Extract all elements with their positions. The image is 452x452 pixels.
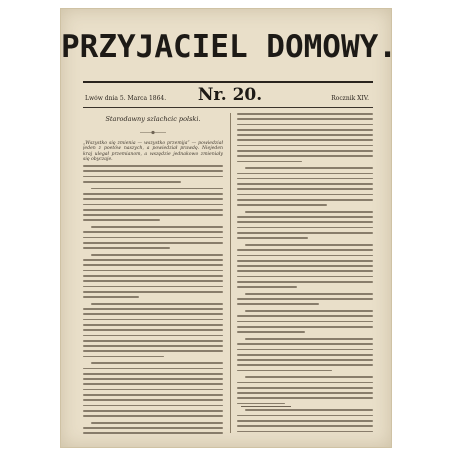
footnote-rule — [241, 406, 291, 407]
volume-label: Rocznik XIV. — [331, 95, 369, 102]
dateline: Lwów dnia 5. Marca 1864. — [85, 95, 167, 102]
column-left — [83, 113, 223, 435]
article-heading: Starodawny szlachcic polski. — [105, 115, 201, 123]
masthead-title: PRZYJACIEL DOMOWY. — [61, 29, 397, 65]
masthead-rule-top — [83, 81, 373, 83]
issue-number: Nr. 20. — [197, 85, 263, 105]
column-divider — [230, 113, 231, 433]
ornament-icon — [140, 129, 166, 136]
article-continuation-text — [237, 113, 373, 435]
article-body-text — [83, 165, 223, 435]
newspaper-page — [60, 8, 397, 448]
article-lead-text: „Wszystko się zmienia — wszystko przemija” — powiedział jeden z poetów naszych, a powiedział prawdę. Niejeden kraj ulegał przemianom, a wszędzie jednakowo zmieniały się obyczaje. — [83, 141, 223, 162]
masthead-rule-bottom — [83, 107, 373, 108]
column-right — [237, 113, 373, 435]
